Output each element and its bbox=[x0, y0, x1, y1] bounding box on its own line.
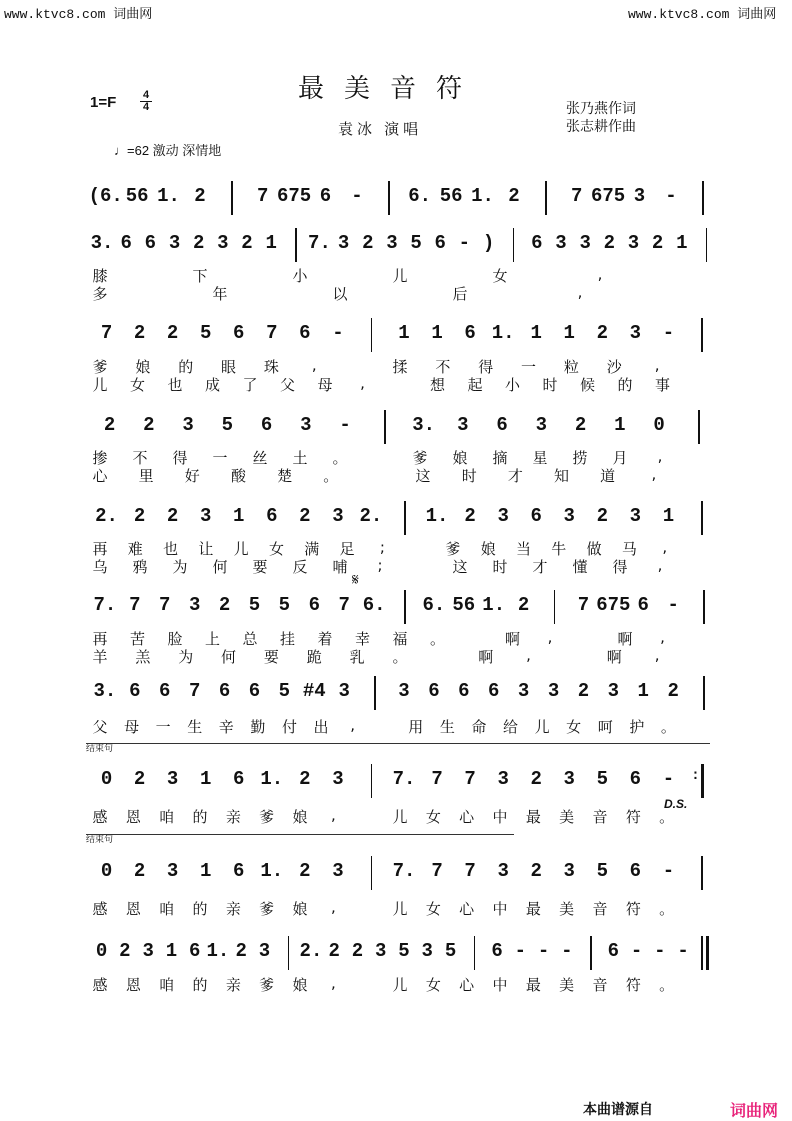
note: 0 bbox=[95, 940, 108, 962]
note: 3 bbox=[457, 414, 469, 436]
note: 2 bbox=[530, 860, 542, 882]
note: - bbox=[339, 414, 351, 436]
note: 2 bbox=[143, 414, 155, 436]
note: 2 bbox=[166, 505, 179, 527]
bar-line bbox=[703, 676, 705, 710]
score-row bbox=[80, 940, 720, 968]
note: 7 bbox=[431, 768, 443, 790]
note: 2. bbox=[95, 505, 118, 527]
note: 7 bbox=[188, 680, 201, 702]
note: 3 bbox=[182, 414, 194, 436]
note: 5 bbox=[398, 940, 410, 962]
song-title: 最美音符 bbox=[298, 73, 483, 103]
note: 7 bbox=[159, 594, 171, 616]
note: 6 bbox=[129, 680, 141, 702]
note: 7 bbox=[266, 322, 278, 344]
note: 6 bbox=[530, 505, 542, 527]
note: 2 bbox=[603, 232, 615, 254]
note: 56 bbox=[439, 185, 463, 207]
note: 2 bbox=[351, 940, 364, 962]
note: 5 bbox=[444, 940, 457, 962]
bar-line bbox=[545, 181, 547, 215]
bar-line bbox=[706, 228, 708, 262]
note: ) bbox=[482, 232, 495, 254]
note: 2 bbox=[241, 232, 253, 254]
ending-bracket-2 bbox=[86, 834, 514, 835]
note: 6 bbox=[428, 680, 440, 702]
time-bottom: 4 bbox=[140, 101, 152, 113]
note: 2 bbox=[574, 414, 587, 436]
note: 2 bbox=[517, 594, 530, 616]
bar-line bbox=[513, 228, 515, 262]
note: 3 bbox=[300, 414, 312, 436]
note: 3 bbox=[332, 768, 344, 790]
segno-sign: 𝄋 bbox=[352, 572, 359, 589]
composer: 张志耕作曲 bbox=[566, 118, 636, 134]
note: 5 bbox=[596, 768, 609, 790]
note: 3 bbox=[386, 232, 398, 254]
note: 2 bbox=[119, 940, 131, 962]
note: 5 bbox=[596, 860, 609, 882]
note: 6. bbox=[408, 185, 432, 207]
note: - bbox=[665, 185, 677, 207]
note: 3 bbox=[563, 505, 575, 527]
note: 1 bbox=[233, 505, 245, 527]
note: 3. bbox=[412, 414, 436, 436]
note: 3 bbox=[497, 505, 509, 527]
note: 0 bbox=[100, 768, 113, 790]
note: 2 bbox=[651, 232, 664, 254]
note: - bbox=[630, 940, 643, 962]
note: 3 bbox=[563, 768, 575, 790]
note: 675 bbox=[590, 185, 626, 207]
note: 7 bbox=[570, 185, 583, 207]
score-row bbox=[80, 185, 720, 213]
note: 5 bbox=[410, 232, 422, 254]
note: 3 bbox=[337, 232, 350, 254]
bar-line bbox=[701, 764, 704, 798]
note: 3 bbox=[497, 768, 509, 790]
ending-bracket-1 bbox=[86, 743, 710, 744]
bar-line bbox=[590, 936, 592, 970]
note: 6 bbox=[120, 232, 132, 254]
bar-line bbox=[404, 501, 406, 535]
note: 7. bbox=[392, 768, 416, 790]
score-row bbox=[80, 232, 720, 260]
repeat-dots: : bbox=[691, 768, 700, 784]
note: 2 bbox=[299, 505, 311, 527]
note: 5 bbox=[221, 414, 234, 436]
watermark-right: www.ktvc8.com 词曲网 bbox=[628, 7, 777, 22]
bar-line bbox=[702, 181, 704, 215]
note: 1 bbox=[431, 322, 443, 344]
note: 7 bbox=[129, 594, 141, 616]
score-row bbox=[80, 594, 720, 622]
note: (6. bbox=[88, 185, 123, 207]
note: 2 bbox=[133, 768, 146, 790]
note: 2 bbox=[194, 185, 206, 207]
note: 3 bbox=[168, 232, 181, 254]
score-row bbox=[80, 860, 720, 888]
note: 2 bbox=[299, 860, 311, 882]
note: 6 bbox=[491, 940, 503, 962]
note: 1 bbox=[199, 768, 212, 790]
note: 6 bbox=[260, 414, 273, 436]
note: 2 bbox=[577, 680, 590, 702]
bar-line bbox=[701, 501, 703, 535]
ending-label-2: 结束句 bbox=[86, 834, 114, 844]
note: 3 bbox=[188, 594, 201, 616]
note: 6. bbox=[362, 594, 386, 616]
note: 3 bbox=[332, 860, 344, 882]
note: 3 bbox=[607, 680, 620, 702]
note: 6 bbox=[144, 232, 157, 254]
note: 6 bbox=[629, 768, 642, 790]
note: 1 bbox=[530, 322, 542, 344]
bar-line bbox=[374, 676, 376, 710]
note: 2. bbox=[299, 940, 323, 962]
note: - bbox=[561, 940, 573, 962]
note: 3 bbox=[579, 232, 591, 254]
note: 3 bbox=[535, 414, 548, 436]
note: 7. bbox=[392, 860, 416, 882]
note: 5 bbox=[248, 594, 261, 616]
note: 2 bbox=[464, 505, 476, 527]
note: 1 bbox=[614, 414, 626, 436]
note: 2 bbox=[596, 505, 609, 527]
note: 6 bbox=[159, 680, 171, 702]
note: 1. bbox=[157, 185, 180, 207]
note: 1 bbox=[662, 505, 675, 527]
bar-line bbox=[384, 410, 386, 444]
note: 6 bbox=[218, 680, 231, 702]
note: - bbox=[677, 940, 689, 962]
bar-line bbox=[474, 936, 476, 970]
time-top: 4 bbox=[142, 89, 150, 101]
note: 6 bbox=[308, 594, 320, 616]
note: 1 bbox=[165, 940, 178, 962]
note: 2 bbox=[166, 322, 179, 344]
note: 2 bbox=[192, 232, 205, 254]
note: 3 bbox=[142, 940, 154, 962]
note: 0 bbox=[100, 860, 113, 882]
note: 3 bbox=[217, 232, 229, 254]
note: 6 bbox=[496, 414, 508, 436]
bar-line bbox=[701, 856, 703, 890]
note: 3 bbox=[258, 940, 271, 962]
note: 3 bbox=[166, 860, 179, 882]
note: 3 bbox=[497, 860, 509, 882]
note: 1. bbox=[425, 505, 449, 527]
bar-line bbox=[404, 590, 406, 624]
tempo-marking: ♩=62 激动 深情地 bbox=[114, 143, 222, 158]
note: 6 bbox=[488, 680, 500, 702]
note: 2 bbox=[133, 505, 146, 527]
note: 3 bbox=[166, 768, 179, 790]
note: 7 bbox=[464, 768, 476, 790]
note: 3 bbox=[421, 940, 433, 962]
note: 675 bbox=[276, 185, 312, 207]
bar-line bbox=[703, 590, 705, 624]
note: 2 bbox=[133, 860, 146, 882]
note: 7 bbox=[431, 860, 443, 882]
note: 1 bbox=[199, 860, 212, 882]
bar-line bbox=[706, 936, 709, 970]
note: 0 bbox=[653, 414, 665, 436]
note: 1 bbox=[265, 232, 277, 254]
note: 3 bbox=[338, 680, 350, 702]
note: 7. bbox=[308, 232, 331, 254]
score-row bbox=[80, 680, 720, 708]
note: 3 bbox=[633, 185, 646, 207]
bar-line bbox=[701, 318, 703, 352]
note: 1. bbox=[471, 185, 494, 207]
note: 6. bbox=[422, 594, 446, 616]
bar-line bbox=[231, 181, 233, 215]
note: 3 bbox=[629, 505, 642, 527]
note: - bbox=[662, 768, 675, 790]
bar-line bbox=[371, 764, 373, 798]
note: #4 bbox=[302, 680, 326, 702]
note: 2 bbox=[235, 940, 247, 962]
note: - bbox=[662, 860, 675, 882]
note: 6 bbox=[464, 322, 476, 344]
note: 6 bbox=[434, 232, 446, 254]
note: 1 bbox=[637, 680, 649, 702]
note: 3. bbox=[90, 232, 114, 254]
bar-line bbox=[371, 318, 373, 352]
source-text: 本曲谱源自 bbox=[583, 1101, 653, 1117]
score-row bbox=[80, 322, 720, 350]
note: 7 bbox=[338, 594, 350, 616]
note: 3 bbox=[555, 232, 567, 254]
note: 2 bbox=[103, 414, 116, 436]
note: 6 bbox=[233, 322, 245, 344]
note: 6 bbox=[299, 322, 311, 344]
score-row bbox=[80, 505, 720, 533]
note: 2 bbox=[133, 322, 146, 344]
ending-label-1: 结束句 bbox=[86, 743, 114, 753]
note: - bbox=[514, 940, 526, 962]
note: - bbox=[351, 185, 363, 207]
note: 1. bbox=[482, 594, 506, 616]
note: 1. bbox=[260, 860, 284, 882]
note: 6 bbox=[248, 680, 261, 702]
note: 5 bbox=[278, 594, 291, 616]
note: 6 bbox=[637, 594, 649, 616]
note: 1 bbox=[398, 322, 410, 344]
note: 6 bbox=[629, 860, 642, 882]
note: 2 bbox=[299, 768, 311, 790]
note: 7 bbox=[100, 322, 113, 344]
note: 56 bbox=[452, 594, 476, 616]
note: 3 bbox=[375, 940, 387, 962]
note: 2. bbox=[359, 505, 383, 527]
note: - bbox=[654, 940, 666, 962]
note: 5 bbox=[278, 680, 291, 702]
note: 6 bbox=[319, 185, 332, 207]
bar-line bbox=[698, 410, 700, 444]
note: 3. bbox=[93, 680, 117, 702]
note: 1. bbox=[491, 322, 515, 344]
note: - bbox=[332, 322, 344, 344]
note: 2 bbox=[508, 185, 520, 207]
note: 6 bbox=[233, 860, 245, 882]
note: 2 bbox=[530, 768, 542, 790]
lyricist: 张乃燕作词 bbox=[566, 100, 636, 116]
key-signature: 1=F bbox=[90, 94, 117, 111]
note: 2 bbox=[328, 940, 340, 962]
note: 3 bbox=[547, 680, 560, 702]
bar-line bbox=[371, 856, 373, 890]
note: 7 bbox=[464, 860, 476, 882]
note: 2 bbox=[667, 680, 679, 702]
note: 3 bbox=[563, 860, 575, 882]
note: 1. bbox=[260, 768, 284, 790]
note: 6 bbox=[188, 940, 201, 962]
note: 3 bbox=[627, 232, 640, 254]
note: 2 bbox=[596, 322, 609, 344]
watermark-left: www.ktvc8.com 词曲网 bbox=[4, 7, 153, 22]
note: 3 bbox=[332, 505, 344, 527]
bar-line bbox=[701, 936, 703, 970]
bar-line bbox=[554, 590, 556, 624]
note: - bbox=[537, 940, 550, 962]
note: 1 bbox=[563, 322, 575, 344]
note: 5 bbox=[199, 322, 212, 344]
note: 3 bbox=[398, 680, 410, 702]
note: 6 bbox=[607, 940, 620, 962]
note: - bbox=[667, 594, 679, 616]
note: 3 bbox=[199, 505, 212, 527]
note: 2 bbox=[362, 232, 374, 254]
note: 7. bbox=[93, 594, 117, 616]
note: 6 bbox=[458, 680, 470, 702]
note: 6 bbox=[233, 768, 245, 790]
time-signature bbox=[140, 90, 152, 113]
note: 2 bbox=[218, 594, 231, 616]
note: - bbox=[662, 322, 675, 344]
note: 1. bbox=[206, 940, 230, 962]
score-row bbox=[80, 414, 720, 442]
note: 56 bbox=[125, 185, 149, 207]
note: 7 bbox=[577, 594, 590, 616]
note: 3 bbox=[629, 322, 642, 344]
singer: 袁冰 演唱 bbox=[338, 121, 423, 138]
note: 6 bbox=[531, 232, 543, 254]
bar-line bbox=[388, 181, 390, 215]
ds-marking: D.S. bbox=[664, 797, 688, 811]
bar-line bbox=[295, 228, 297, 262]
note: 675 bbox=[596, 594, 631, 616]
score-row bbox=[80, 768, 720, 796]
note: - bbox=[458, 232, 471, 254]
note: 3 bbox=[517, 680, 530, 702]
note: 7 bbox=[256, 185, 269, 207]
bar-line bbox=[288, 936, 290, 970]
site-logo: 词曲网 bbox=[730, 1103, 779, 1120]
note: 1 bbox=[676, 232, 688, 254]
note: 6 bbox=[266, 505, 278, 527]
